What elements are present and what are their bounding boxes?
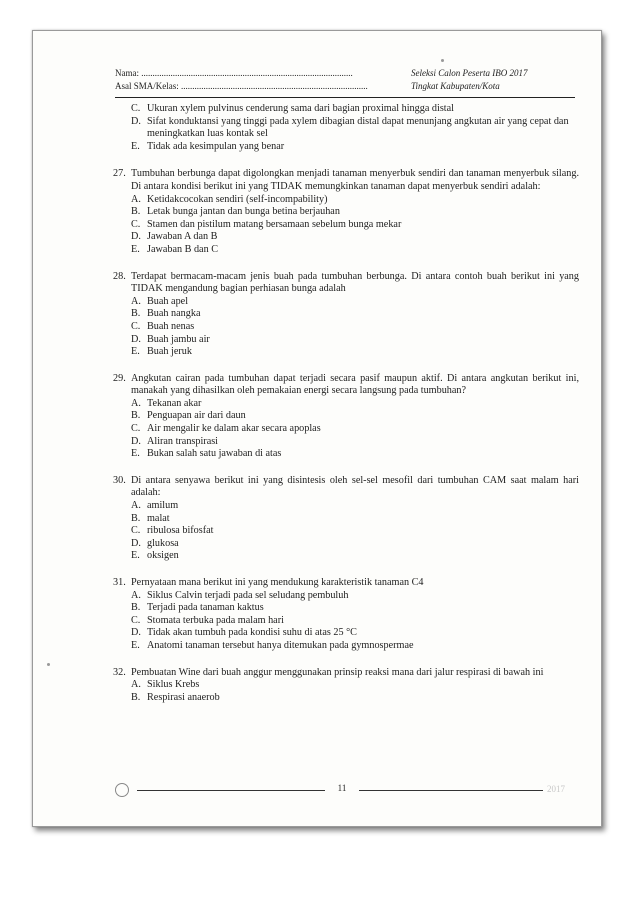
- exam-title-line1: Seleksi Calon Peserta IBO 2017: [411, 68, 528, 78]
- option-key: C.: [131, 423, 141, 435]
- option-c: [113, 525, 579, 538]
- question-28: [113, 271, 579, 359]
- option-text: Ketidakcocokan sendiri (self-incompability): [147, 193, 328, 205]
- option-key: B.: [131, 206, 141, 218]
- option-text: Aliran transpirasi: [147, 435, 219, 447]
- question-number: 31.: [113, 577, 126, 588]
- question-stem: [113, 577, 579, 590]
- option-key: B.: [131, 308, 141, 320]
- option-key: D.: [131, 537, 141, 549]
- question-number: 28.: [113, 270, 126, 282]
- option-c: [113, 321, 579, 334]
- option-b: [113, 692, 579, 705]
- option-key: D.: [131, 435, 141, 447]
- option-key: B.: [131, 512, 141, 524]
- option-text: malat: [147, 512, 170, 524]
- option-e: [113, 550, 579, 563]
- scan-speck: [441, 59, 444, 62]
- page-number: 11: [337, 783, 347, 793]
- exam-title: [411, 67, 581, 93]
- question-29: [113, 373, 579, 461]
- emblem-icon: [115, 783, 129, 797]
- option-b: [113, 602, 579, 615]
- option-key: A.: [131, 295, 141, 307]
- page-footer: [115, 783, 575, 797]
- option-b: [113, 410, 579, 423]
- question-text: Terdapat bermacam-macam jenis buah pada tumbuhan berbunga. Di antara contoh buah berikut ini yang TIDAK mengandung bagian perhiasan bunga adalah: [131, 270, 579, 295]
- question-list: [113, 103, 579, 718]
- option-text: Anatomi tanaman tersebut hanya ditemukan pada gymnospermae: [147, 639, 414, 651]
- option-text: Tekanan akar: [147, 397, 202, 409]
- footer-rule-right: [359, 790, 543, 791]
- option-d: [113, 231, 579, 244]
- option-text: Stamen dan pistilum matang bersamaan sebelum bunga mekar: [147, 218, 402, 230]
- option-a: [113, 296, 579, 309]
- question-number: 27.: [113, 168, 126, 180]
- question-text: Tumbuhan berbunga dapat digolongkan menjadi tanaman menyerbuk sendiri dan tanaman menyerbuk silang. Di antara kondisi berikut ini yang TIDAK memungkinkan tanaman dapat menyerbuk sendiri adalah:: [131, 168, 579, 192]
- option-key: E.: [131, 639, 140, 651]
- option-text: amilum: [147, 500, 179, 512]
- option-key: A.: [131, 397, 141, 409]
- option-a: [113, 194, 579, 207]
- option-key: E.: [131, 448, 140, 460]
- option-key: B.: [131, 602, 141, 614]
- question-text: Pembuatan Wine dari buah anggur menggunakan prinsip reaksi mana dari jalur respirasi di bawah ini: [131, 666, 544, 678]
- question-continuation: [113, 103, 579, 153]
- option-d: [113, 116, 579, 141]
- option-text: Air mengalir ke dalam akar secara apoplas: [147, 423, 321, 435]
- exam-title-line2: Tingkat Kabupaten/Kota: [411, 81, 500, 91]
- option-key: E.: [131, 346, 140, 358]
- footer-rule-left: [137, 790, 325, 791]
- option-c: [113, 103, 579, 116]
- option-key: C.: [131, 525, 141, 537]
- question-stem: [113, 271, 579, 296]
- question-number: 32.: [113, 666, 126, 678]
- option-b: [113, 308, 579, 321]
- name-field-label: Nama: ..............................................................................................: [115, 68, 353, 78]
- option-text: Sifat konduktansi yang tinggi pada xylem dibagian distal dapat menunjang angkutan air yang cepat dan meningkatkan luas kontak sel: [147, 115, 569, 140]
- option-e: [113, 448, 579, 461]
- option-d: [113, 436, 579, 449]
- option-text: Tidak akan tumbuh pada kondisi suhu di atas 25 °C: [147, 627, 357, 639]
- option-b: [113, 513, 579, 526]
- option-e: [113, 244, 579, 257]
- option-text: Buah apel: [147, 295, 189, 307]
- option-key: C.: [131, 218, 141, 230]
- student-info: [115, 67, 405, 93]
- option-text: oksigen: [147, 550, 179, 562]
- option-a: [113, 398, 579, 411]
- question-stem: [113, 667, 579, 680]
- option-key: A.: [131, 193, 141, 205]
- option-key: A.: [131, 679, 141, 691]
- watermark-text: 2017: [547, 784, 565, 794]
- option-text: Ukuran xylem pulvinus cenderung sama dari bagian proximal hingga distal: [147, 103, 454, 114]
- school-field-label: Asal SMA/Kelas: ...................................................................................: [115, 81, 368, 91]
- option-text: Penguapan air dari daun: [147, 410, 246, 422]
- option-text: Tidak ada kesimpulan yang benar: [147, 140, 285, 152]
- option-text: Terjadi pada tanaman kaktus: [147, 602, 264, 614]
- option-text: Buah jeruk: [147, 346, 192, 358]
- question-text: Pernyataan mana berikut ini yang mendukung karakteristik tanaman C4: [131, 577, 424, 588]
- option-key: B.: [131, 410, 141, 422]
- option-d: [113, 627, 579, 640]
- option-text: Buah nangka: [147, 308, 201, 320]
- option-a: [113, 679, 579, 692]
- question-32: [113, 667, 579, 705]
- option-text: Letak bunga jantan dan bunga betina berjauhan: [147, 206, 340, 218]
- option-key: D.: [131, 231, 141, 243]
- option-key: B.: [131, 691, 141, 703]
- option-key: E.: [131, 550, 140, 562]
- option-key: C.: [131, 103, 141, 114]
- option-e: [113, 640, 579, 653]
- question-stem: [113, 168, 579, 193]
- question-number: 30.: [113, 474, 126, 486]
- question-text: Di antara senyawa berikut ini yang disintesis oleh sel-sel mesofil dari tumbuhan CAM saat malam hari adalah:: [131, 474, 579, 499]
- option-key: C.: [131, 614, 141, 626]
- option-text: Stomata terbuka pada malam hari: [147, 614, 284, 626]
- question-stem: [113, 475, 579, 500]
- option-text: Siklus Krebs: [147, 679, 200, 691]
- option-key: E.: [131, 140, 140, 152]
- option-text: Buah jambu air: [147, 333, 210, 345]
- question-30: [113, 475, 579, 563]
- scan-speck: [47, 663, 50, 666]
- option-e: [113, 141, 579, 154]
- option-c: [113, 219, 579, 232]
- question-text: Angkutan cairan pada tumbuhan dapat terjadi secara pasif maupun aktif. Di antara angkutan berikut ini, manakah yang dihasilkan oleh pemakaian energi secara langsung pada tumbuhan?: [131, 372, 579, 397]
- option-key: D.: [131, 115, 141, 127]
- option-text: Respirasi anaerob: [147, 691, 220, 703]
- header-divider: [115, 97, 575, 98]
- option-d: [113, 334, 579, 347]
- question-stem: [113, 373, 579, 398]
- option-text: Buah nenas: [147, 320, 195, 332]
- option-e: [113, 346, 579, 359]
- option-d: [113, 538, 579, 551]
- option-text: Bukan salah satu jawaban di atas: [147, 448, 282, 460]
- option-c: [113, 423, 579, 436]
- option-key: A.: [131, 500, 141, 512]
- option-key: C.: [131, 320, 141, 332]
- option-c: [113, 615, 579, 628]
- option-a: [113, 590, 579, 603]
- option-key: A.: [131, 589, 141, 601]
- option-key: E.: [131, 243, 140, 255]
- option-text: Siklus Calvin terjadi pada sel seludang pembuluh: [147, 589, 349, 601]
- question-number: 29.: [113, 372, 126, 384]
- question-27: [113, 168, 579, 256]
- option-text: Jawaban A dan B: [147, 231, 218, 243]
- option-key: D.: [131, 333, 141, 345]
- option-key: D.: [131, 627, 141, 639]
- question-31: [113, 577, 579, 653]
- option-a: [113, 500, 579, 513]
- option-text: glukosa: [147, 537, 179, 549]
- option-b: [113, 206, 579, 219]
- option-text: Jawaban B dan C: [147, 243, 219, 255]
- option-text: ribulosa bifosfat: [147, 525, 214, 537]
- exam-page: [32, 30, 602, 827]
